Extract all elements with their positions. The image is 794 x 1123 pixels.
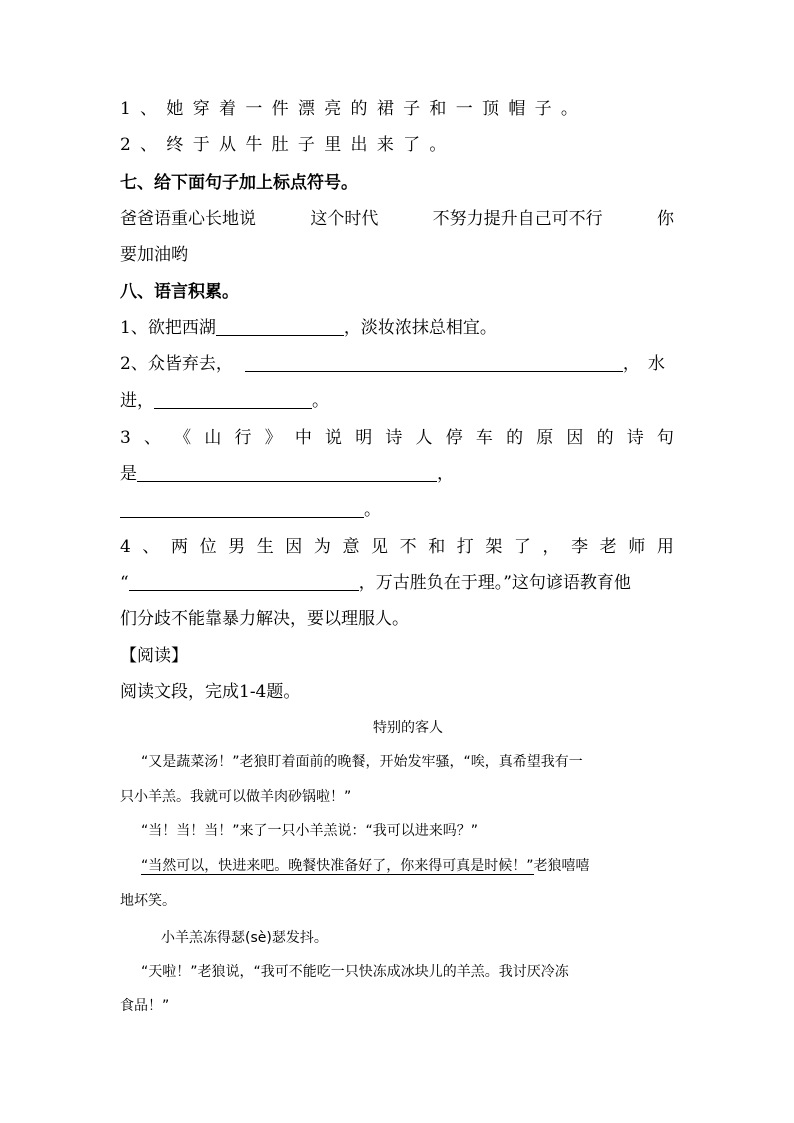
question-1-suffix: ，淡妆浓抹总相宜。 xyxy=(343,318,497,338)
question-1 xyxy=(120,317,497,339)
question-4-cont xyxy=(120,572,631,594)
q3-comma: ， xyxy=(437,464,454,484)
punctuation-sentence-row xyxy=(120,208,674,230)
question-2-suffix: ，水 xyxy=(622,354,673,374)
q3-char: 明 xyxy=(355,428,373,448)
answer-blank[interactable] xyxy=(245,354,623,372)
q4-char: 因 xyxy=(285,537,303,557)
q3-char: 说 xyxy=(325,428,343,448)
q4-open-quote: “ xyxy=(120,573,129,593)
q4-char: 位 xyxy=(199,537,217,557)
story-title: 特别的客人 xyxy=(373,720,443,736)
question-3-cont xyxy=(120,463,454,485)
q4-char: 生 xyxy=(256,537,274,557)
question-3-cont-2 xyxy=(120,499,381,521)
question-2-prefix-2: 进， xyxy=(120,391,154,411)
punctuation-segment: 爸爸语重心长地说 xyxy=(120,209,256,229)
question-2 xyxy=(120,353,674,375)
story-paragraph-2: “当！当！当！”来了一只小羊羔说：“我可以进来吗？” xyxy=(141,823,479,839)
q3-end: 。 xyxy=(364,500,381,520)
q3-char: 人 xyxy=(415,428,433,448)
story-paragraph-3-rest: 老狼嘻嘻 xyxy=(533,858,590,874)
story-paragraph-1-cont: 只小羊羔。我就可以做羊肉砂锅啦！” xyxy=(120,789,352,805)
reading-header: 【阅读】 xyxy=(120,646,188,666)
q3-char: 原 xyxy=(536,428,554,448)
q4-char: ， xyxy=(542,537,560,557)
story-paragraph-5: “天啦！”老狼说，“我可不能吃一只快冻成冰块儿的羊羔。我讨厌冷冻 xyxy=(141,964,569,980)
story-paragraph-4: 小羊羔冻得瑟(sè)瑟发抖。 xyxy=(161,930,328,946)
q3-char: 《 xyxy=(174,428,192,448)
question-2-cont xyxy=(120,390,329,412)
q4-char: 老 xyxy=(599,537,617,557)
q4-char: 师 xyxy=(628,537,646,557)
story-paragraph-3-cont: 地坏笑。 xyxy=(120,893,176,909)
sentence-2: 2、终于从牛肚子里出来了。 xyxy=(120,135,456,155)
question-1-prefix: 1、欲把西湖 xyxy=(120,318,216,338)
q4-char: 和 xyxy=(428,537,446,557)
q4-char: 两 xyxy=(170,537,188,557)
q3-char: 车 xyxy=(475,428,493,448)
punctuation-segment: 你 xyxy=(656,209,674,229)
q4-char: 为 xyxy=(313,537,331,557)
q3-char: 3 xyxy=(120,428,131,448)
story-paragraph-5-cont: 食品！” xyxy=(120,998,170,1014)
question-4-cont-2: 们分歧不能靠暴力解决，要以理服人。 xyxy=(120,609,409,629)
q4-rest: ，万古胜负在于理。”这句谚语教育他 xyxy=(358,573,631,593)
q3-char: 因 xyxy=(566,428,584,448)
punctuation-sentence-cont: 要加油哟 xyxy=(120,245,188,265)
question-2-prefix: 2、众皆弃去， xyxy=(120,354,233,374)
q3-char: 、 xyxy=(144,428,161,448)
reading-instructions: 阅读文段，完成1-4题。 xyxy=(120,682,301,702)
q3-char: 》 xyxy=(264,428,282,448)
q3-char: 的 xyxy=(506,428,524,448)
question-2-end: 。 xyxy=(312,391,329,411)
q4-char: 用 xyxy=(656,537,674,557)
sentence-1: 1、她穿着一件漂亮的裙子和一顶帽子。 xyxy=(120,99,588,119)
q4-char: 了 xyxy=(513,537,531,557)
q3-char: 停 xyxy=(445,428,463,448)
punctuation-segment: 这个时代 xyxy=(310,209,379,229)
q4-char: 意 xyxy=(342,537,360,557)
q3-char: 山 xyxy=(204,428,222,448)
section-8-heading: 八、语言积累。 xyxy=(120,282,239,302)
question-3 xyxy=(120,427,674,449)
story-underlined-sentence: “当然可以，快进来吧。晚餐快准备好了，你来得可真是时候！” xyxy=(141,858,534,874)
question-4 xyxy=(120,536,674,558)
answer-blank[interactable] xyxy=(216,318,344,336)
punctuation-segment: 不努力提升自己可不行 xyxy=(432,209,603,229)
q3-char: 的 xyxy=(596,428,614,448)
answer-blank[interactable] xyxy=(154,391,312,409)
answer-blank[interactable] xyxy=(129,573,359,591)
q3-char: 诗 xyxy=(626,428,644,448)
section-7-heading: 七、给下面句子加上标点符号。 xyxy=(120,173,358,193)
q3-char: 中 xyxy=(294,428,312,448)
q4-char: 、 xyxy=(142,537,160,557)
q4-char: 架 xyxy=(485,537,503,557)
q4-char: 4 xyxy=(120,537,131,557)
q3-prefix: 是 xyxy=(120,464,137,484)
q4-char: 男 xyxy=(228,537,246,557)
q3-char: 诗 xyxy=(385,428,403,448)
q4-char: 不 xyxy=(399,537,417,557)
story-paragraph-3 xyxy=(141,857,590,875)
q3-char: 句 xyxy=(656,428,674,448)
story-paragraph-1: “又是蔬菜汤！”老狼盯着面前的晚餐，开始发牢骚，“唉，真希望我有一 xyxy=(141,754,583,770)
answer-blank[interactable] xyxy=(120,500,364,518)
q4-char: 打 xyxy=(456,537,474,557)
answer-blank[interactable] xyxy=(137,464,437,482)
q4-char: 见 xyxy=(371,537,389,557)
q4-char: 李 xyxy=(571,537,589,557)
q3-char: 行 xyxy=(234,428,252,448)
